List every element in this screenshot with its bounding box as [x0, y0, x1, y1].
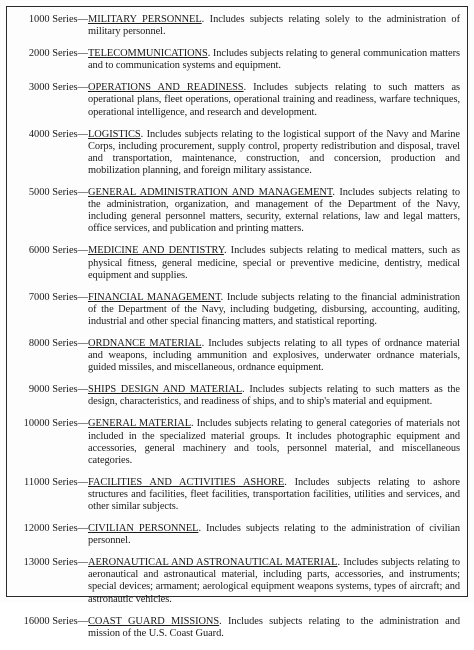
series-description: [88, 14, 460, 38]
series-number: 11000 Series—: [24, 476, 88, 488]
series-entry: [18, 338, 460, 374]
series-number: 13000 Series—: [23, 557, 88, 569]
series-entry: [18, 557, 460, 605]
series-heading: AERONAUTICAL AND ASTRONAUTICAL MATERIAL: [88, 557, 338, 569]
series-entry: [18, 82, 460, 118]
series-description: [88, 418, 460, 466]
series-number: 4000 Series—: [28, 128, 88, 140]
series-entry: [18, 187, 460, 235]
series-entry: [18, 477, 460, 513]
series-description: [88, 245, 460, 281]
series-text: . Includes subjects relating to such matters as operational plans, fleet operations, operational training and readiness, warfare techniques, operational intelligence, and research and development.: [88, 82, 460, 118]
series-heading: GENERAL ADMINISTRATION AND MANAGEMENT: [88, 187, 333, 199]
series-number: 3000 Series—: [28, 82, 88, 94]
series-heading: LOGISTICS: [88, 128, 141, 140]
series-text: . Includes subjects relating to the logistical support of the Navy and Marine Corps, including procurement, supply control, property redistribution and disposal, travel and transportation, maintenance, construction, and concersion, production and mobilization planning, and foreign military assistance.: [88, 128, 460, 176]
series-number: 16000 Series—: [23, 615, 88, 627]
series-number: 9000 Series—: [28, 384, 88, 396]
series-entry: [18, 129, 460, 177]
series-heading: ORDNANCE MATERIAL: [88, 337, 202, 349]
series-entry: [18, 384, 460, 408]
series-text: . Includes subjects relating to the administration, organization, and management of the Department of the Navy, including general personnel matters, security, external relations, law and legal matters, office services, and publication and printing matters.: [88, 187, 460, 235]
series-number: 8000 Series—: [28, 337, 88, 349]
series-number: 12000 Series—: [23, 523, 88, 535]
series-entry: [18, 48, 460, 72]
series-text: . Include subjects relating to the financial administration of the Department of the Navy, including budgeting, disbursing, accounting, auditing, industrial and other special financing matters, and statistical reporting.: [88, 291, 460, 327]
series-heading: COAST GUARD MISSIONS: [88, 615, 220, 627]
series-list: [18, 14, 460, 650]
series-number: 5000 Series—: [28, 187, 88, 199]
series-heading: SHIPS DESIGN AND MATERIAL: [88, 384, 243, 396]
series-heading: FACILITIES AND ACTIVITIES ASHORE: [88, 476, 285, 488]
series-text: . Includes subjects relating to ashore structures and facilities, fleet facilities, transportation facilities, utilities and services, and other similar subjects.: [88, 476, 460, 512]
series-number: 6000 Series—: [28, 245, 88, 257]
series-entry: [18, 245, 460, 281]
series-description: [88, 292, 460, 328]
series-heading: CIVILIAN PERSONNEL: [88, 523, 199, 535]
series-number: 7000 Series—: [28, 291, 88, 303]
series-entry: [18, 292, 460, 328]
series-heading: GENERAL MATERIAL: [88, 418, 191, 430]
series-text: . Includes subjects relating to general categories of materials not included in the specialized material groups. It includes photographic equipment and accessories, general machinery and tools, personnel material, and miscellaneous categories.: [88, 418, 460, 466]
series-description: [88, 557, 460, 605]
series-entry: [18, 616, 460, 640]
series-heading: MEDICINE AND DENTISTRY: [88, 245, 224, 257]
series-text: . Includes subjects relating to all types of ordnance material and weapons, including ammunition and explosives, underwater ordnance materials, guided missiles, and miscellaneous, ordnance equipment.: [88, 337, 460, 374]
series-description: [88, 48, 460, 72]
series-entry: [18, 523, 460, 547]
series-description: [88, 384, 460, 408]
series-heading: OPERATIONS AND READINESS: [88, 82, 244, 94]
series-text: . Includes subjects relating to such matters as the design, characteristics, and readiness of ships, and to ship's material and equipment.: [88, 384, 460, 408]
series-heading: MILITARY PERSONNEL: [88, 14, 202, 25]
series-text: . Includes subjects relating to the administration of civilian personnel.: [88, 523, 460, 547]
series-description: [88, 82, 460, 118]
series-description: [88, 129, 460, 177]
series-text: . Includes subjects relating solely to the administration of military personnel.: [88, 14, 460, 38]
series-description: [88, 477, 460, 513]
series-entry: [18, 418, 460, 466]
series-description: [88, 616, 460, 640]
series-description: [88, 187, 460, 235]
series-number: 10000 Series—: [23, 418, 88, 430]
series-text: . Includes subjects relating to the administration and mission of the U.S. Coast Guard.: [88, 615, 460, 639]
series-description: [88, 523, 460, 547]
series-description: [88, 338, 460, 374]
series-number: 1000 Series—: [28, 14, 88, 25]
series-text: . Includes subjects relating to general communication matters and to communication systems and equipment.: [88, 48, 460, 72]
series-heading: TELECOMMUNICATIONS: [88, 48, 208, 60]
series-text: . Includes subjects relating to aeronautical and astronautical material, including parts, accessories, and instruments; special devices; armament; aerological equipment weapons systems, types of aircraft; and astronautic vehicles.: [88, 557, 460, 605]
series-number: 2000 Series—: [28, 48, 88, 60]
series-entry: [18, 14, 460, 38]
series-heading: FINANCIAL MANAGEMENT: [88, 291, 221, 303]
series-text: . Includes subjects relating to medical matters, such as physical fitness, general medicine, special or preventive medicine, dentistry, medical equipment and supplies.: [88, 245, 460, 281]
